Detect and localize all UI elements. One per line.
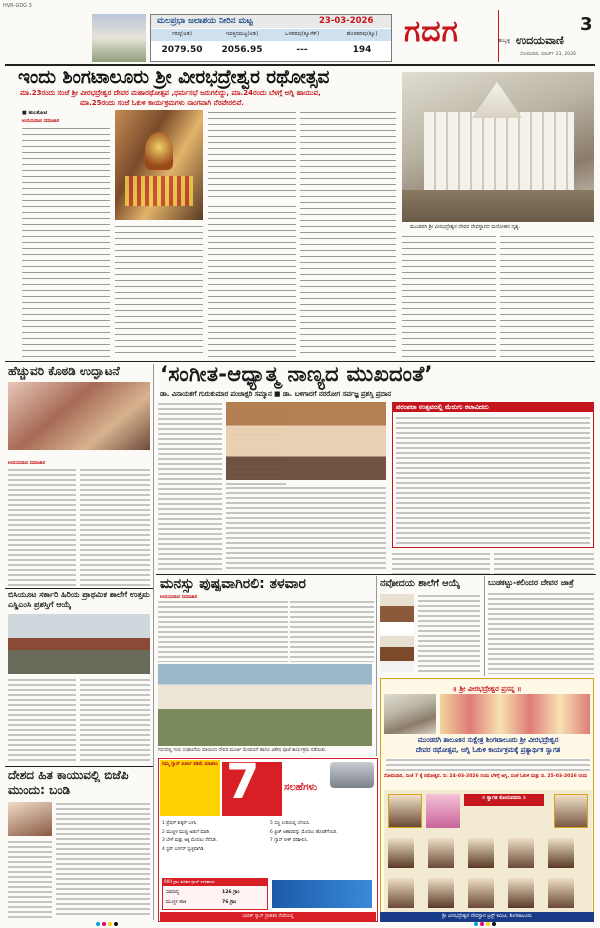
value-today: 2056.95 xyxy=(221,45,263,55)
parampara-text xyxy=(396,416,590,544)
gas-tips-left xyxy=(162,820,268,854)
gas-tip: 1 ಪ್ರೆಷರ್ ಕುಕ್ಕರ್ ಬಳಸಿ. xyxy=(162,821,198,826)
center-text-5a xyxy=(158,600,288,662)
paper-prefix: ಹುಬ್ಬಳ್ಳಿ xyxy=(498,38,511,44)
pressure-cooker-icon xyxy=(330,762,374,788)
gas-table-row1-label: ಸಾಮಾನ್ಯ xyxy=(166,890,180,895)
gas-tips-right xyxy=(270,820,376,846)
left-text-3b xyxy=(56,802,150,918)
gas-tip: 3 ಬೇಳೆ ಮತ್ತು ಅಕ್ಕಿ ಮೊದಲು ನೆನೆಸಿಡಿ. xyxy=(162,838,218,844)
trustee-photos xyxy=(384,790,592,920)
reservoir-level-box xyxy=(150,14,392,62)
city-title: ಗದಗ xyxy=(404,14,459,49)
temple-ad-photo-1 xyxy=(384,694,436,734)
left-text-3a xyxy=(8,840,52,918)
gas-tip: 4 ಸ್ಟವ್ ಬರ್ನರ್ ಸ್ವಚ್ಛವಾಗಿಡಿ. xyxy=(162,846,205,852)
temple-ad-banner: ॥ ಶ್ರೀ ವೀರಭದ್ರೇಶ್ವರ ಪ್ರಸನ್ನ ॥ xyxy=(452,685,522,693)
bandi-photo xyxy=(8,802,52,836)
procession-caption: ಗದಗದಲ್ಲಿ ಗುರು ಸಂಘಟನೆಯ ವತಿಯಿಂದ ದೇವರ ಮೂರ್ತಿ ಮೆರವಣಿಗೆ ಹಾಗೂ ವಿಶೇಷ ಪೂಜೆ ಕಾರ್ಯಕ್ರಮ ನಡೆಯಿತು. xyxy=(158,748,327,753)
value-outflow: 194 xyxy=(352,45,372,55)
award-photo xyxy=(226,402,386,480)
lead-deck-2: ಮಾ.25ರಂದು ಸಂಜೆ ಓಕುಳಿ ಕಾರ್ಯಕ್ರಮಗಳು ನಾಂಗವಾಗಿ ನೆರವೇರಲಿವೆ. xyxy=(80,99,244,107)
greeting-label: ॥ ಸ್ವಾಗತ ಕೋರುವವರು ॥ xyxy=(482,795,526,801)
lead-byline: ■ ಹುಲಕೋಟಿ xyxy=(22,110,48,116)
gas-table-row2-value: 76 ಗ್ರಾಂ xyxy=(222,900,237,905)
lead-column-2 xyxy=(115,224,203,358)
right-news-title: ನವೋದಯ ಶಾಲೆಗೆ ಆಯ್ಕೆ xyxy=(380,578,460,589)
reservoir-photo xyxy=(92,14,146,62)
deity-photo xyxy=(115,110,203,220)
left-bureau-1: ಉದಯವಾಣಿ ಸಮಾಚಾರ xyxy=(8,461,46,466)
inauguration-photo xyxy=(8,382,150,450)
gas-tip: 2 ಮುಚ್ಚಳ ಮುಚ್ಚಿ ಅಡುಗೆ ಮಾಡಿ. xyxy=(162,829,211,835)
center-headline-2: ಮನಸ್ಸು ಪುಷ್ಪವಾಗಿರಲಿ: ತಳವಾರ xyxy=(160,576,306,592)
student-photo-1 xyxy=(380,594,414,634)
lead-headline: ಇಂದು ಶಿಂಗಟಾಲೂರು ಶ್ರೀ ವೀರಭದ್ರೇಶ್ವರ ರಥೋತ್ಸವ xyxy=(18,67,330,88)
lead-deck: ಮಾ.23ರಂದು ಸಂಜೆ ಶ್ರೀ ವೀರಭದ್ರೇಶ್ವರ ದೇವರ ಮಹಾರಥೋತ್ಸವ ,ಧರ್ಮಸಭೆ ಜರುಗಲಿದ್ದು, ಮಾ.24ರಂದು ಬೆಳಗ್ಗೆ ಅಗ್ನಿ ಹಾಯುವ, xyxy=(20,89,321,97)
left-headline-3: ದೇಶದ ಹಿತ ಕಾಯುವಲ್ಲಿ ಬಿಜೆಪಿ ಮುಂದು: ಬಂಡಿ xyxy=(8,768,129,797)
temple-ad-headline-2: ದೇವರ ರಥೋತ್ಸವ, ಅಗ್ನಿ ಓಕುಳಿ ಕಾರ್ಯಕ್ರಮಕ್ಕೆ ಪ್ರತ್ಯಾರ್ಥಿಕ ಸ್ವಾಗತ xyxy=(415,746,561,754)
gas-table-row2-label: ಮುಚ್ಚಳ ಹಾಕಿ xyxy=(166,900,187,905)
temple-caption: ಮುಂಡರಗಿ ಶ್ರೀ ವೀರಭದ್ರೇಶ್ವರ ದೇವರ ದೇವಸ್ಥಾನದ ಮನೋಹರ ದೃಶ್ಯ. xyxy=(410,224,521,230)
center-text-1 xyxy=(158,402,222,570)
center-text-4a xyxy=(392,552,490,574)
col-header-max: ಗರಿಷ್ಠ(ಅಡಿ) xyxy=(172,31,192,37)
col-header-today: ಇವತ್ತಿನಮಟ್ಟ(ಅಡಿ) xyxy=(225,31,259,37)
student-photo-2 xyxy=(380,636,414,672)
gas-cylinder-logo xyxy=(272,880,372,908)
left-headline-2: ಬಿಸಿಯೂಟ ಸರ್ಕಾರಿ ಹಿರಿಯ ಪ್ರಾಥಮಿಕ ಶಾಲೆಗೆ ಉತ್ತಮ ಎಸ್ಡಿಎಂಸಿ ಪ್ರಶಸ್ತಿಗೆ ಆಯ್ಕೆ xyxy=(8,590,150,609)
temple-ad-text xyxy=(386,758,590,772)
temple-ad-dates: ಸೋಮವಾರ, ಸಂಜೆ 7 ಕ್ಕೆ ರಥೋತ್ಸವ. ದಿ: 24-03-2026 ರಂದು ಬೆಳಿಗ್ಗೆ ಅಗ್ನಿ, ಸಂಜೆ ಓಕುಳಿ ಮತ್ತು ದಿ. 25-03-2026 ರಂದು xyxy=(384,774,588,779)
lead-column-3a xyxy=(208,110,296,200)
gas-ad-seven: 7 xyxy=(226,754,260,810)
gas-ad-tips-word: ಸಲಹೆಗಳು xyxy=(284,782,318,793)
left-caption-1 xyxy=(8,452,150,459)
gas-tip: 6 ಫ್ರಿಜ್ ಆಹಾರವನ್ನು ಮೊದಲು ಹೊರತೆಗೆಯಿರಿ. xyxy=(270,829,338,835)
left-text-2b xyxy=(80,678,150,764)
swamiji-photos xyxy=(440,694,590,734)
lead-column-5 xyxy=(402,234,496,358)
center-bureau-2: ಉದಯವಾಣಿ ಸಮಾಚಾರ xyxy=(160,595,198,600)
gas-table-title: 900 ಗ್ರಾಂ ತೂಕದ ಗ್ಯಾಸ್ ಉಳಿತಾಯ xyxy=(164,879,215,884)
center-headline: ‘ಸಂಗೀತ-ಆಧ್ಯಾತ್ಮ ನಾಣ್ಯದ ಮುಖದಂತೆ’ xyxy=(160,362,433,386)
paper-name: ಉದಯವಾಣಿ xyxy=(516,34,564,47)
lead-column-3 xyxy=(208,204,296,358)
lead-column-4 xyxy=(300,110,396,358)
reservoir-title: ಮಲಪ್ರಭಾ ಜಲಾಶಯ ನೀರಿನ ಮಟ್ಟ xyxy=(157,16,253,26)
temple-ad-headline: ಮುಂಡರಗಿ ತಾಲೂಕಿನ ಸುಕ್ಷೇತ್ರ ಶಿಂಗಟಾಲೂರು ಶ್ರೀ ವೀರಭದ್ರೇಶ್ವರ xyxy=(417,736,559,744)
gas-tip: 5 ಸಣ್ಣ ಉರಿಯಲ್ಲಿ ಬೇಯಿಸಿ. xyxy=(270,821,311,826)
left-text-2a xyxy=(8,678,76,764)
center-text-4b xyxy=(494,552,594,574)
col-header-inflow: ಒಳಹರಿವು(ಕ್ಯೂಸೆಕ್) xyxy=(284,31,320,37)
right-text-2 xyxy=(488,592,594,674)
gas-ad-footer: ಭಾರತ್ ಗ್ಯಾಸ್ ಗ್ರಾಹಕರ ಸೇವೆಯಲ್ಲಿ xyxy=(242,914,294,919)
center-text-3 xyxy=(226,486,386,570)
lead-bureau: ಉದಯವಾಣಿ ಸಮಾಚಾರ xyxy=(22,119,60,124)
gas-tip: 7 ಗ್ಯಾಸ್ ಲೀಕ್ ಪರಿಶೀಲಿಸಿ. xyxy=(270,838,309,844)
col-header-outflow: ಹೊರಹರಿವು(ಕ್ಯೂ) xyxy=(346,31,378,37)
temple-photo xyxy=(402,72,594,222)
issue-date: ಸೋಮವಾರ, ಮಾರ್ಚ್ 23, 2026 xyxy=(520,52,577,57)
center-text-5b xyxy=(290,600,374,662)
procession-photo xyxy=(158,664,372,746)
lead-column-1 xyxy=(22,126,110,358)
lead-column-6 xyxy=(500,234,594,358)
page-number: 3 xyxy=(580,14,593,35)
gas-table-row1-value: 126 ಗ್ರಾಂ xyxy=(222,890,240,895)
gas-ad-header xyxy=(160,760,220,816)
left-text-1a xyxy=(8,468,76,586)
school-photo xyxy=(8,614,150,674)
value-inflow: --- xyxy=(296,45,308,55)
gas-ad-top: ನಿಮ್ಮ ಗ್ಯಾಸ್ ಖರ್ಚು ಕಡಿಮೆ ಮಾಡಲು xyxy=(162,762,218,767)
parampara-title: ಪರಂಪರಾ ಉತ್ಸವದಲ್ಲಿ ಮೆರುಗು ಕಲಾವಿದರು xyxy=(396,403,489,411)
value-max: 2079.50 xyxy=(161,45,203,55)
edition-code: HVR-GDG 3 xyxy=(3,3,32,9)
right-news-text xyxy=(418,594,480,672)
left-text-1b xyxy=(80,468,150,586)
temple-ad-footer: ಶ್ರೀ ವೀರಭದ್ರೇಶ್ವರ ದೇವಸ್ಥಾನ ಟ್ರಸ್ಟ್ ಕಮಿಟಿ, ಶಿಂಗಟಾಲೂರು xyxy=(442,914,532,919)
right-headline-2: ಬುಡಕಟ್ಟು-ಕಲಿಂದರ ದೇವರ ಜಾತ್ರೆ xyxy=(488,578,574,587)
center-deck: ಡಾ. ವಿನಾಯಕಗೆ ಗುರುಕುಮಾರ ಪಂಚಾಕ್ಷರಿ ಸಮ್ಮಾನ ■ ಡಾ. ಬಳಿಗಾರಗೆ ನರರೋಗ ಸರ್ವಜ್ಞ ಪ್ರಶಸ್ತಿ ಪ್ರದಾನ xyxy=(160,390,391,398)
left-headline-1: ಹೆಚ್ಚುವರಿ ಕೊಠಡಿ ಉದ್ಘಾಟನೆ xyxy=(8,364,120,378)
reservoir-date: 23-03-2026 xyxy=(319,16,374,26)
